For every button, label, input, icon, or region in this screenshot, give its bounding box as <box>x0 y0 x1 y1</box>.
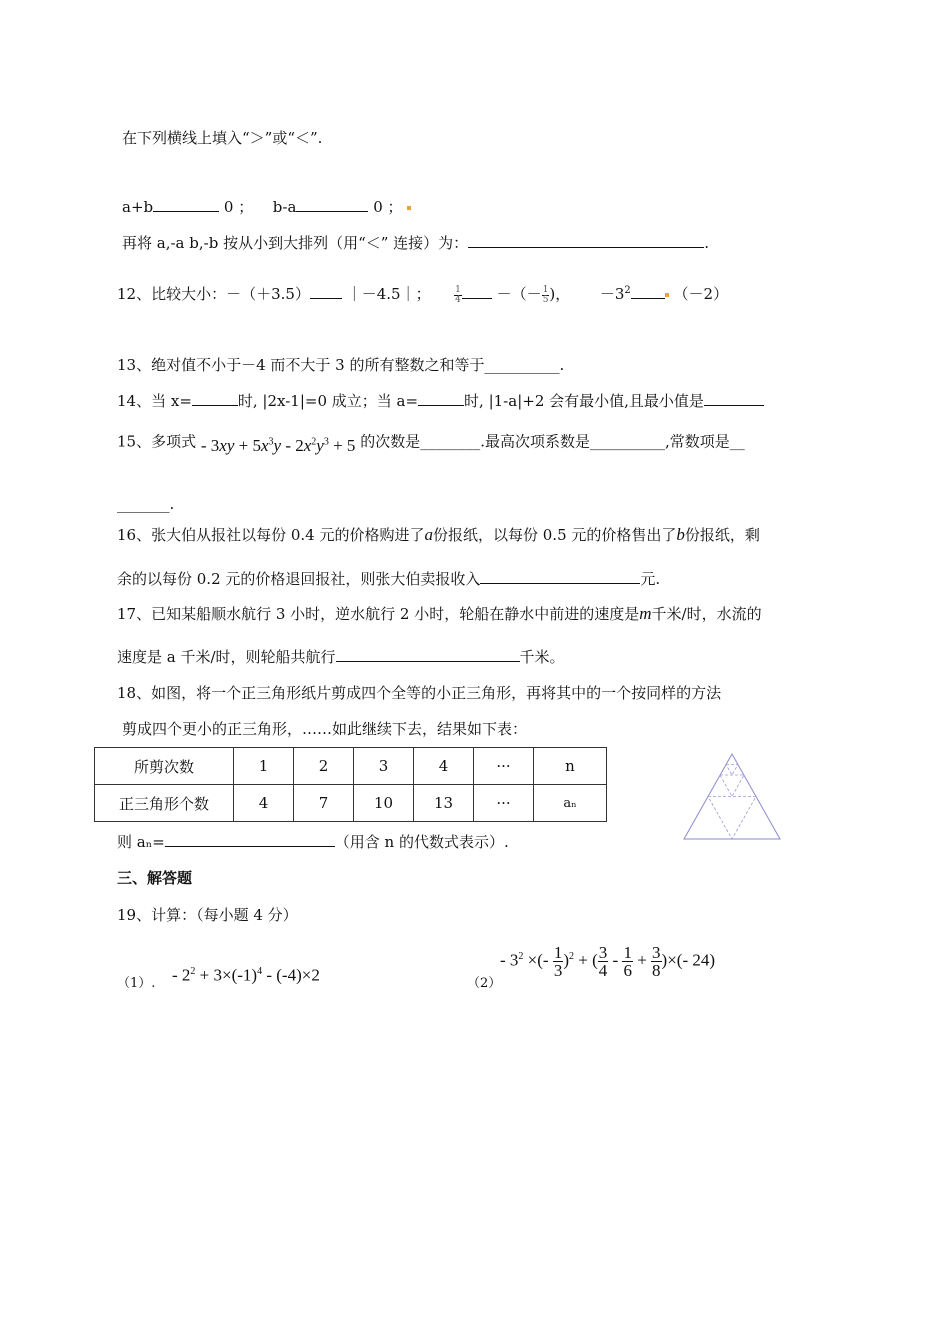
q12-text6: （－2） <box>673 285 729 303</box>
blank-order[interactable] <box>468 233 704 248</box>
q16-var-a: a <box>424 525 433 544</box>
q15-p2: 的次数是________.最高次项系数是__________,常数项是__ <box>360 432 745 451</box>
table-cell: ··· <box>474 785 534 822</box>
q16-p3: 份报纸，剩 <box>684 526 760 544</box>
q16-line2 <box>117 569 660 589</box>
q12-exp: 2 <box>624 285 631 296</box>
table-cell: aₙ <box>534 785 607 822</box>
q12-blank2[interactable] <box>462 284 492 299</box>
table-row <box>95 785 607 822</box>
q18-answer-p1: 则 aₙ= <box>117 833 165 851</box>
q12-frac1: $\frac{1}{4}$ <box>455 284 461 305</box>
q19-1 <box>117 972 155 994</box>
q14-p1: 14、当 x= <box>117 392 192 410</box>
zero-2: 0 ； <box>373 198 403 216</box>
zero-1: 0 ； <box>223 198 254 216</box>
q17-p4: 千米。 <box>519 648 565 666</box>
triangle-figure <box>682 752 782 842</box>
q17-p2: 千米/时，水流的 <box>651 605 762 623</box>
line-ab <box>122 197 411 217</box>
q14-blank1[interactable] <box>192 391 238 406</box>
q12-text2: ｜－4.5｜； <box>346 285 431 303</box>
q16-p2: 份报纸，以每份 0.5 元的价格售出了 <box>432 526 677 544</box>
q12-text4: )， <box>549 285 571 303</box>
q12-text3: －（－ <box>496 285 542 303</box>
order-prefix: 再将 a,-a b,-b 按从小到大排列（用“＜” 连接）为： <box>122 234 469 252</box>
marker-dot <box>407 206 411 210</box>
order-suffix: . <box>704 234 709 252</box>
q19-1-label: （1）. <box>117 976 156 991</box>
table-cell: 10 <box>354 785 414 822</box>
q12-frac2: $\frac{1}{5}$ <box>542 284 549 305</box>
label-b-minus-a: b-a <box>272 198 297 216</box>
q17-line <box>117 604 762 624</box>
q18-line2: 剪成四个更小的正三角形，……如此继续下去，结果如下表： <box>122 720 528 738</box>
q12-blank1[interactable] <box>310 284 342 299</box>
q14-p3: 时, |1-a|+2 会有最小值,且最小值是 <box>464 392 704 410</box>
q15-line <box>117 428 745 455</box>
q17-line2 <box>117 647 565 667</box>
table-cell: 4 <box>414 748 474 785</box>
q15-line2: _______. <box>117 495 175 513</box>
q19-2 <box>467 972 501 994</box>
q18-answer-p2: （用含 n 的代数式表示）. <box>334 833 509 851</box>
q16-p1: 16、张大伯从报社以每份 0.4 元的价格购进了 <box>117 526 425 544</box>
blank-b-minus-a[interactable] <box>296 197 368 212</box>
q13-line: 13、绝对值不小于－4 而不大于 3 的所有整数之和等于__________. <box>117 356 565 374</box>
q17-p1: 17、已知某船顺水航行 3 小时，逆水航行 2 小时，轮船在静水中前进的速度是 <box>117 605 640 623</box>
table-cell: 7 <box>294 785 354 822</box>
q18-answer-line <box>117 832 509 852</box>
q16-blank[interactable] <box>480 569 640 584</box>
table-cell: n <box>534 748 607 785</box>
q14-p2: 时, |2x-1|=0 成立；当 a= <box>237 392 419 410</box>
results-table <box>94 747 607 822</box>
q17-blank[interactable] <box>336 647 520 662</box>
q12-line <box>117 281 728 305</box>
table-row <box>95 748 607 785</box>
q14-line <box>117 391 764 411</box>
q17-p3: 速度是 a 千米/时，则轮船共航行 <box>117 648 336 666</box>
q15-p1: 15、多项式 <box>117 432 197 451</box>
q14-blank3[interactable] <box>704 391 764 406</box>
q16-var-b: b <box>676 525 685 544</box>
q19-2-label: （2） <box>467 976 502 991</box>
table-cell: ··· <box>474 748 534 785</box>
table-cell: 1 <box>234 748 294 785</box>
table-cell: 2 <box>294 748 354 785</box>
q19-2-expression: - $3^2$ ×(- $\frac{1}{3}$ )$^2$ + ( $\frac{3}{4}$ - $\frac{1}{6}$ + $\frac{3}{8}$ )×(- 24) <box>500 943 716 980</box>
q14-blank2[interactable] <box>418 391 464 406</box>
q12-text1: 比较大小：－（＋3.5） <box>151 285 310 303</box>
q12-blank3[interactable] <box>631 284 665 299</box>
q16-p5: 元. <box>640 570 661 588</box>
q16-p4: 余的以每份 0.2 元的价格退回报社，则张大伯卖报收入 <box>117 570 481 588</box>
order-line <box>122 233 709 253</box>
q12-num: 12、 <box>117 285 152 303</box>
q12-text5: －3 <box>599 285 625 303</box>
table-cell: 所剪次数 <box>95 748 234 785</box>
q18-line: 18、如图，将一个正三角形纸片剪成四个全等的小正三角形，再将其中的一个按同样的方法 <box>117 684 722 702</box>
table-cell: 13 <box>414 785 474 822</box>
q16-line <box>117 525 760 545</box>
table-cell: 3 <box>354 748 414 785</box>
q19-line: 19、计算：（每小题 4 分） <box>117 906 298 924</box>
intro-line: 在下列横线上填入“＞”或“＜”. <box>122 129 323 147</box>
blank-a-plus-b[interactable] <box>153 197 219 212</box>
q18-answer-blank[interactable] <box>165 832 335 847</box>
q15-polynomial: - $3xy + 5x^3y - 2x^2y^3 + 5$ <box>200 435 356 455</box>
marker-dot-2 <box>665 293 669 297</box>
section-3-heading: 三、解答题 <box>117 869 193 887</box>
q19-1-expression: - $2^2 + 3\times(-1)^4 - (-4)\times 2$ <box>172 965 320 985</box>
q17-var-m: m <box>639 604 652 623</box>
label-a-plus-b: a+b <box>122 198 154 216</box>
table-cell: 正三角形个数 <box>95 785 234 822</box>
table-cell: 4 <box>234 785 294 822</box>
